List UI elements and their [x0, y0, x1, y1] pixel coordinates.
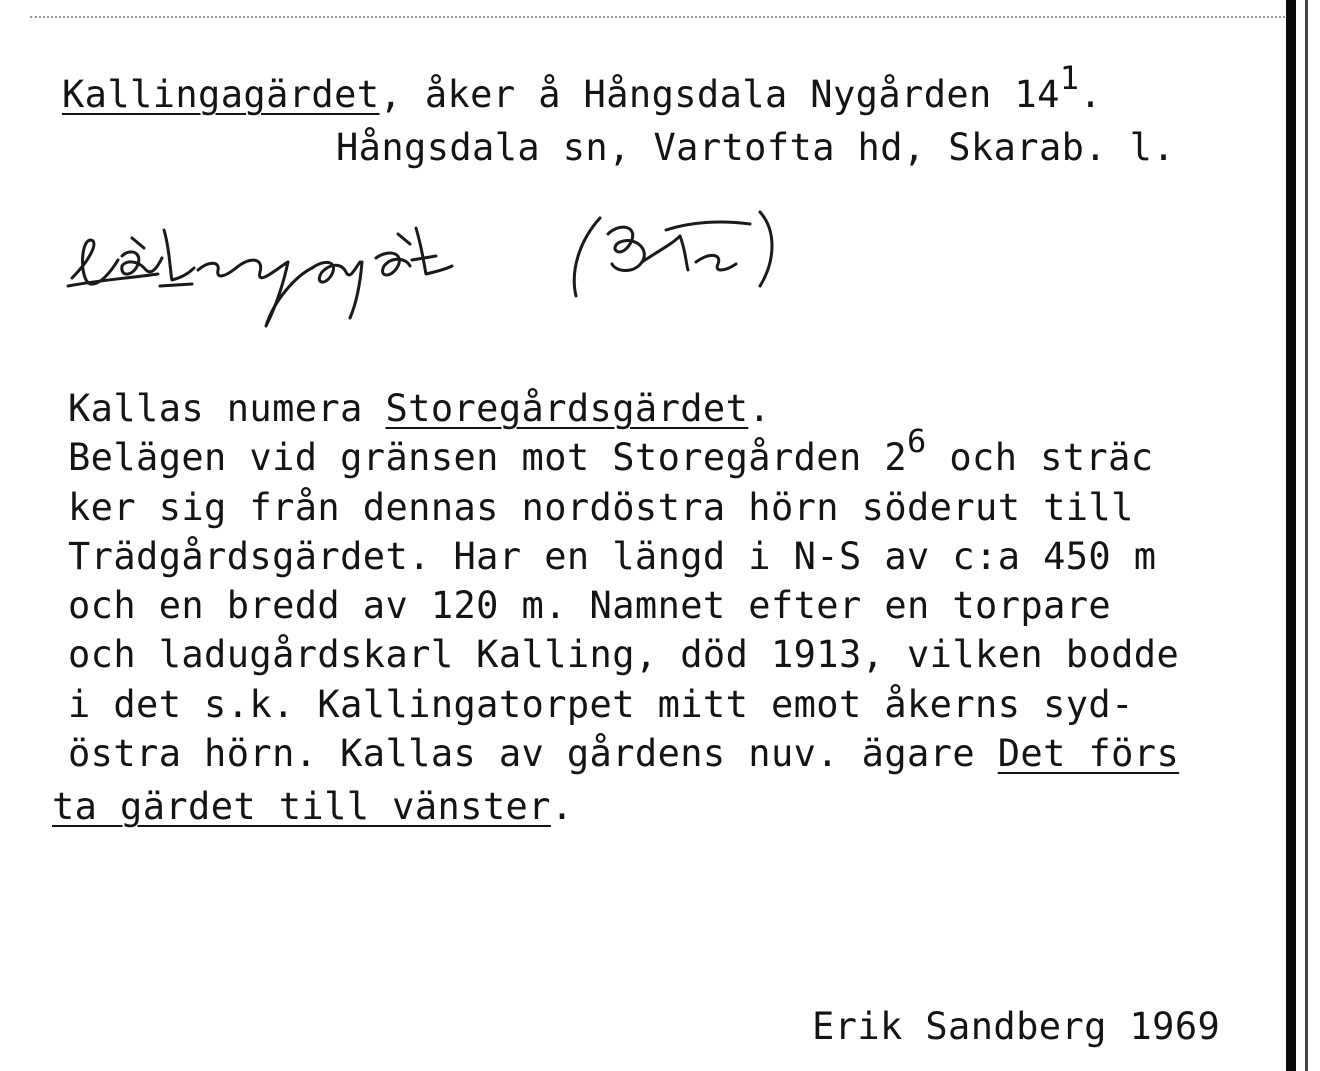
handwritten-pronunciation [60, 200, 800, 350]
body-text: östra hörn. Kallas av gårdens nuv. ägare [68, 732, 998, 775]
location-line: Hångsdala sn, Vartofta hd, Skarab. l. [336, 126, 1176, 169]
body-line-1 [68, 388, 771, 430]
signature: Erik Sandberg 1969 [812, 1005, 1221, 1048]
card-top-edge [30, 16, 1285, 18]
body-line-5: och en bredd av 120 m. Namnet efter en torpare [68, 584, 1112, 627]
card-right-edge [1286, 0, 1296, 1071]
heading-description: , åker å Hångsdala Nygården 14 [379, 73, 1060, 116]
body-text: Belägen vid gränsen mot Storegården 2 [68, 436, 908, 479]
body-text: . [748, 387, 771, 430]
alternate-name: Storegårdsgärdet [385, 387, 749, 430]
body-line-6: och ladugårdskarl Kalling, död 1913, vilken bodde [68, 633, 1180, 676]
card-right-edge-shadow [1305, 0, 1308, 1071]
body-line-7: i det s.k. Kallingatorpet mitt emot åkerns syd- [68, 683, 1134, 726]
body-text: och sträc [926, 436, 1154, 479]
entry-heading [62, 59, 1103, 116]
body-superscript: 6 [907, 422, 927, 460]
body-line-4: Trädgårdsgärdet. Har en längd i N-S av c:a 450 m [68, 535, 1157, 578]
owner-name-part-1: Det förs [997, 732, 1180, 775]
body-line-8 [68, 733, 1179, 775]
place-name: Kallingagärdet [62, 73, 380, 116]
body-line-9 [52, 786, 574, 828]
heading-end: . [1079, 73, 1103, 116]
body-line-3: ker sig från dennas nordöstra hörn söderut till [68, 486, 1134, 529]
body-text: . [550, 785, 574, 828]
heading-superscript: 1 [1059, 59, 1080, 97]
body-line-2 [68, 422, 1154, 479]
owner-name-part-2: ta gärdet till vänster [52, 785, 551, 828]
body-text: Kallas numera [68, 387, 386, 430]
